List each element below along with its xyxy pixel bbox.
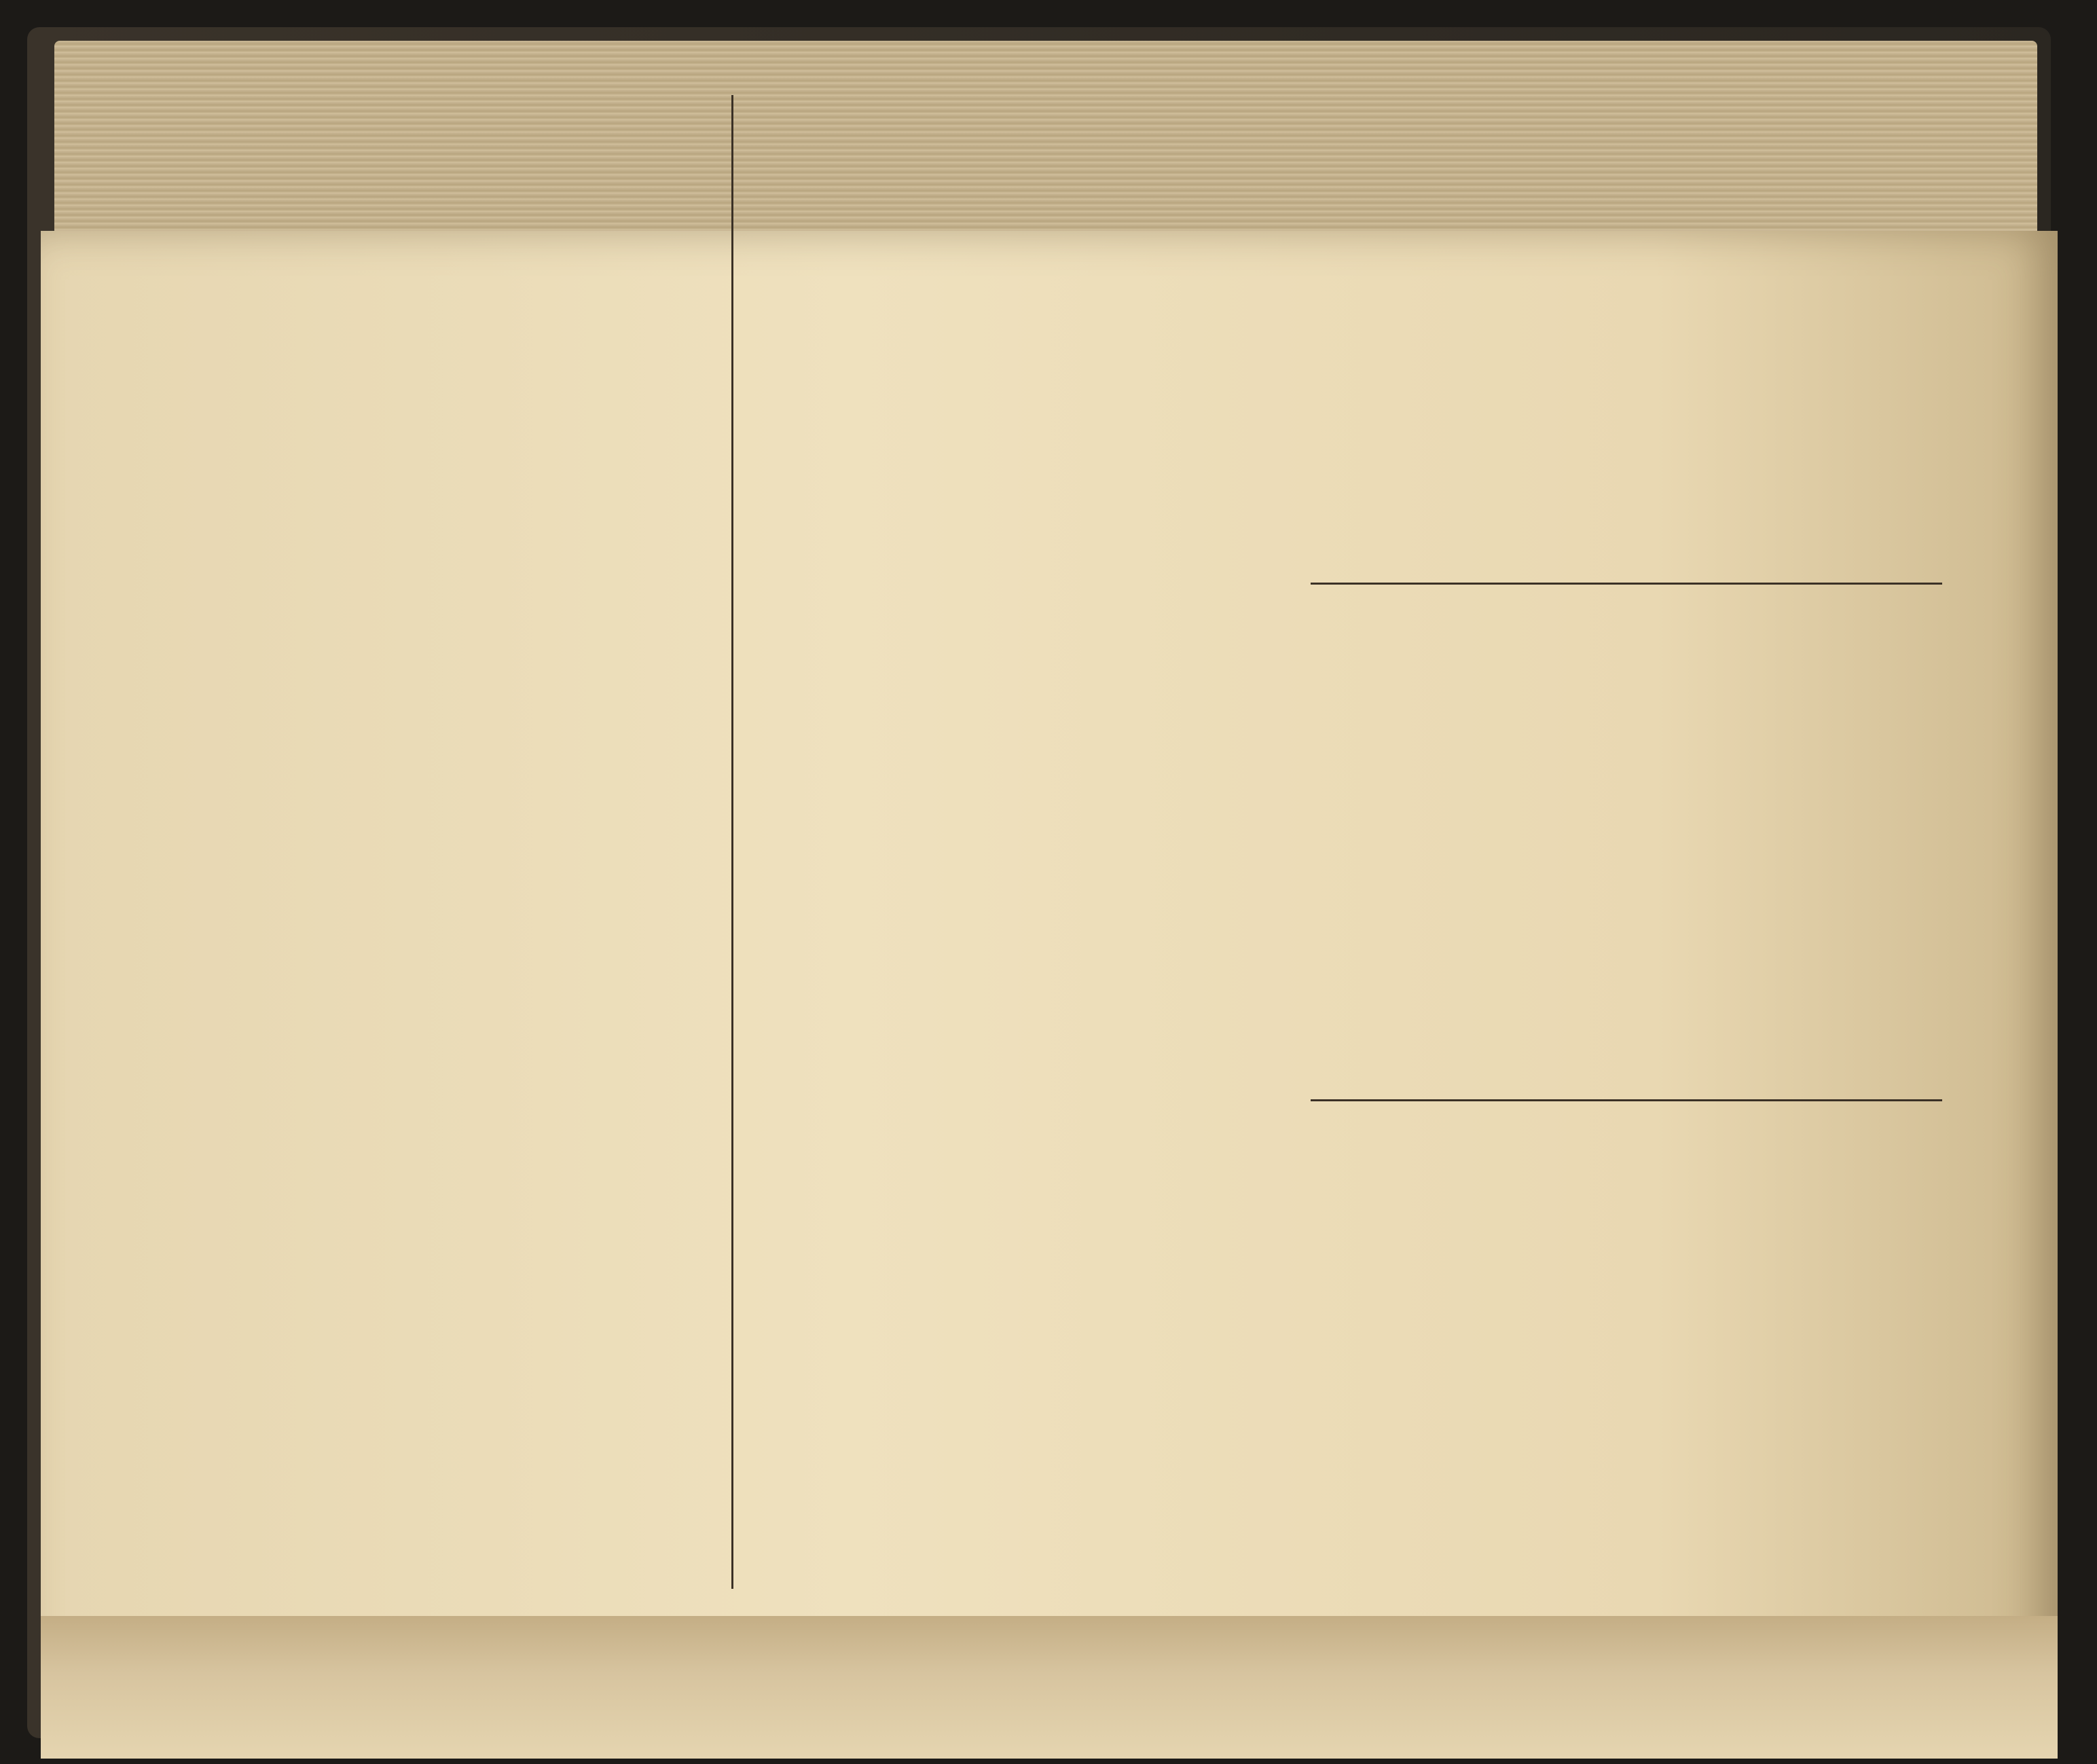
text-columns bbox=[1311, 95, 1949, 1589]
column-rule bbox=[1311, 583, 1942, 585]
middle-column bbox=[1311, 612, 1949, 1072]
left-column bbox=[1311, 95, 1949, 555]
right-column bbox=[1311, 1128, 1949, 1589]
column-rule bbox=[1311, 1099, 1942, 1101]
bread-tax bbox=[726, 95, 733, 1589]
page-content-rotated bbox=[211, 95, 2044, 1602]
page-gutter bbox=[41, 1616, 2058, 1759]
